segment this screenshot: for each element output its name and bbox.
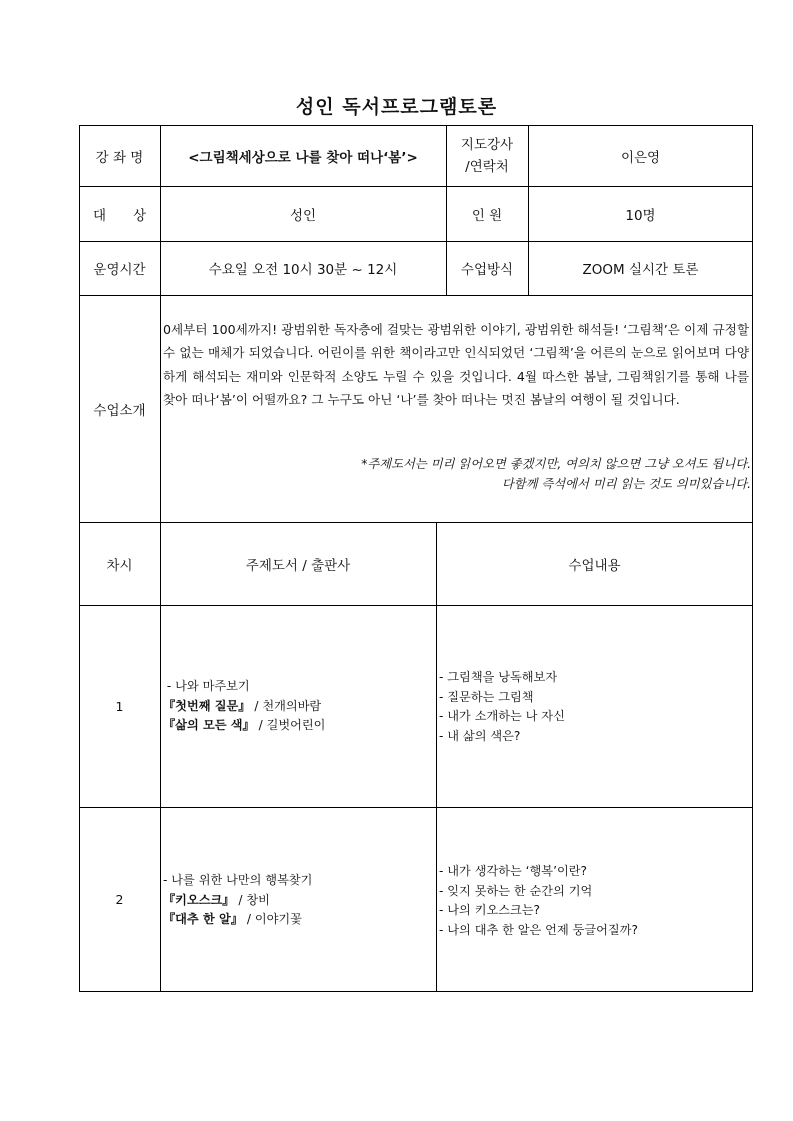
content-item: - 내 삶의 색은?: [439, 728, 521, 743]
intro-label: 수업소개: [93, 402, 146, 419]
book-publisher: / 천개의바람: [250, 698, 322, 713]
topic-line: - 나를 위한 나만의 행복찾기: [163, 873, 313, 887]
content-item: - 나의 대추 한 알은 언제 둥글어질까?: [439, 922, 638, 937]
time-label: 운영시간: [93, 262, 146, 278]
content-list: [439, 668, 565, 746]
book-list: [163, 677, 325, 736]
row-divider: [79, 605, 753, 606]
content-header: 수업내용: [568, 557, 621, 574]
row-divider: [79, 807, 753, 808]
target-label: 대 상: [92, 207, 147, 224]
intro-note-2: 다함께 즉석에서 미리 읽는 것도 의미있습니다.: [501, 477, 751, 491]
method-label: 수업방식: [460, 262, 514, 278]
course-value: <그림책세상으로 나를 찾아 떠나‘봄’>: [188, 149, 418, 166]
content-item: - 나의 키오스크는?: [439, 903, 541, 917]
book-line: [163, 910, 312, 930]
method-value: ZOOM 실시간 토론: [582, 262, 699, 278]
instructor-label-line1: 지도강사: [460, 136, 514, 153]
time-value: 수요일 오전 10시 30분 ~ 12시: [208, 262, 398, 278]
target-value: 성인: [289, 207, 317, 224]
intro-text: 0세부터 100세까지! 광범위한 독자층에 걸맞는 광범위한 이야기, 광범위한 해석들! ‘그림책’은 이제 규정할 수 없는 매체가 되었습니다. 어린이를 위한 책이라고만 인식되었던 ‘그림책’을 어른의 눈으로 읽어보며 다양하게 해석되는 재미와 인문학적 소양도 누릴 수 있을 것입니다. 4월 따스한 봄날, 그림책읽기를 통해 나를 찾아 떠나‘봄’이 어떨까요? 그 누구도 아닌 ‘나’를 찾아 떠나는 멋진 봄날의 여행이 될 것입니다.: [163, 322, 749, 407]
page-title: 성인 독서프로그램토론: [295, 96, 498, 118]
content-item: - 내가 소개하는 나 자신: [439, 709, 565, 723]
course-label: 강 좌 명: [95, 149, 144, 166]
book-line: [163, 697, 325, 717]
book-line: [163, 716, 325, 736]
intro-note-1: *주제도서는 미리 읽어오면 좋겠지만, 여의치 않으면 그냥 오셔도 됩니다.: [361, 457, 751, 471]
content-item: - 질문하는 그림책: [439, 689, 534, 704]
book-title: 『대추 한 알』: [163, 912, 243, 926]
count-value: 10명: [625, 207, 656, 224]
book-line: [163, 891, 312, 911]
book-title: 『삶의 모든 색』: [163, 718, 255, 732]
content-item: - 잊지 못하는 한 순간의 기억: [439, 883, 593, 898]
book-publisher: / 창비: [234, 892, 270, 907]
instructor-label: [446, 125, 528, 186]
book-header: 주제도서 / 출판사: [245, 557, 351, 574]
book-title: 『첫번째 질문』: [163, 698, 251, 713]
topic-line: - 나와 마주보기: [163, 679, 250, 693]
instructor-label-line2: /연락처: [465, 158, 509, 175]
book-publisher: / 길벗어린이: [254, 718, 326, 732]
content-list: [439, 862, 638, 940]
count-label: 인 원: [471, 207, 503, 224]
book-publisher: / 이야기꽃: [242, 912, 302, 926]
book-list: [163, 871, 312, 930]
session-number: 2: [115, 892, 124, 907]
session-header: 차시: [106, 557, 133, 574]
instructor-value: 이은영: [620, 149, 661, 166]
row-divider: [79, 295, 753, 296]
session-number: 1: [115, 698, 124, 714]
book-title: 『키오스크』: [163, 892, 235, 907]
content-item: - 그림책을 낭독해보자: [439, 670, 558, 684]
content-item: - 내가 생각하는 ‘행복’이란?: [439, 864, 587, 878]
